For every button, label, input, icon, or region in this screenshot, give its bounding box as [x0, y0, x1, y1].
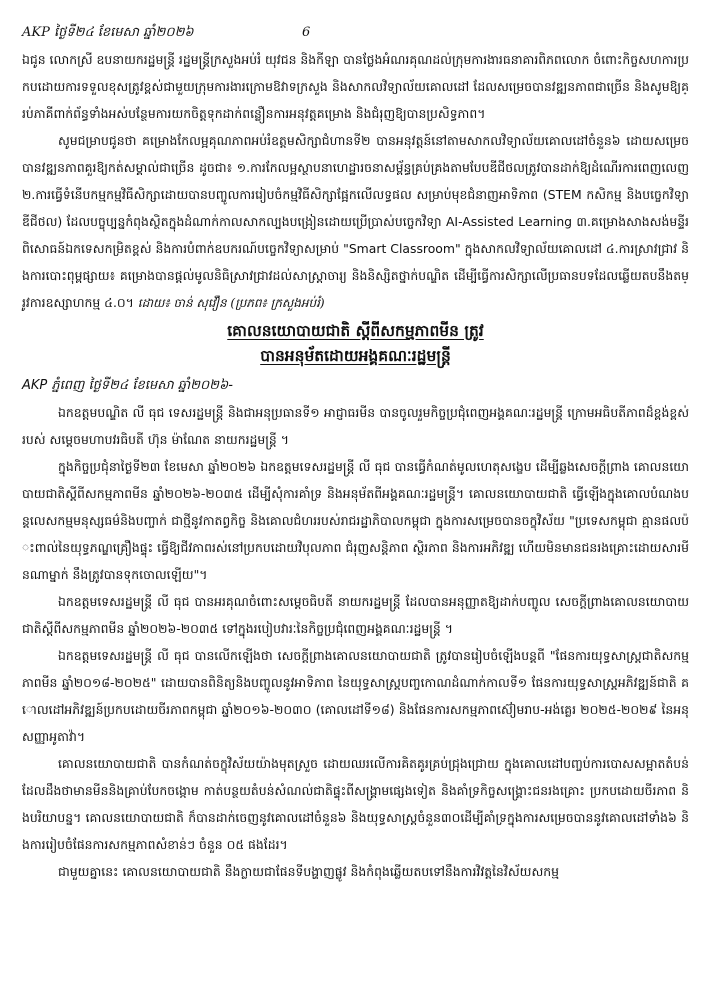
article2-paragraph-2: ក្នុងកិច្ចប្រជុំនាថ្ងៃទី២៣ ខែមេសា ឆ្នាំ២០២៦ ឯកឧត្តមទេសរដ្ឋមន្ត្រី លី ធុជ បានធ្វើកំណត់មូលហេតុសង្ខេប ដើម្បីឆ្លងសេចក្តីព្រាង គោលនយោបាយជាតិស្តីពីសកម្មភាពមីន ឆ្នាំ២០២៦-២០៣៥ ដើម្បីសុំការគាំទ្រ និងអនុម័តពីអង្គគណៈរដ្ឋមន្ត្រី។ គោលនយោបាយជាតិ ធ្វើឡើងក្នុងគោលបំណងបន្តលេសកម្មមនុស្សធម៌និងបញ្ចាក់ ជាថ្មីនូវកាតព្វកិច្ច និងគោលជំហររបស់រាជរដ្ឋាភិបាលកម្ពុជា ក្នុងការសម្រេចបានចក្ខុវិស័យ "ប្រទេសកម្ពុជា គ្មានផលប៉ះពាល់នៃយុទ្ធភណ្ឌគ្រឿងផ្ទុះ ធ្វើឱ្យជីវភាពរស់នៅប្រកបដោយវិបុលភាព ជំរុញសន្តិភាព ស្ថិរភាព និងការអភិវឌ្ឍ ហើយមិនមានជនរងគ្រោះដោយសារមីនណាម្នាក់ នឹងត្រូវបានទុកចោលឡើយ"។ — [22, 459, 689, 582]
article1-paragraph-1: ឯជូន លោកស្រី ឧបនាយករដ្ឋមន្ត្រី រដ្ឋមន្ត្រីក្រសួងអប់រំ យុវជន និងកីឡា បានថ្លែងអំណរគុណដល់ក្រុមការងារធនាគារពិភពលោក ចំពោះកិច្ចសហការប្រកបដោយការទទួលខុសត្រូវខ្ពស់ជាមួយក្រុមការងារក្រោមឱវាទក្រសួង និងសាកលវិទ្យាល័យគោលដៅ ដែលសម្រេចបានវឌ្ឍនភាពជាច្រើន និងសូមឱ្យគ្រប់ភាគីពាក់ព័ន្ធទាំងអស់បន្ថែមការយកចិត្តទុកដាក់ពន្លឿនការអនុវត្តគម្រោង និងជំរុញឱ្យបានប្រសិទ្ធភាព។ — [22, 52, 689, 121]
article2-paragraph-3: ឯកឧត្តមទេសរដ្ឋមន្ត្រី លី ធុជ បានអរគុណចំពោះសម្តេចធិបតី នាយករដ្ឋមន្ត្រី ដែលបានអនុញ្ញាតឱ្យដាក់បញ្ចូល សេចក្តីព្រាងគោលនយោបាយជាតិស្តីពីសកម្មភាពមីន ឆ្នាំ២០២៦-២០៣៥ ទៅក្នុងរបៀបវារៈនៃកិច្ចប្រជុំពេញអង្គគណៈរដ្ឋមន្ត្រី ។ — [22, 594, 689, 636]
article1-byline: ដោយ៖ ចាន់ សុវឿន (ប្រភព៖ ក្រសួងអប់រំ) — [137, 296, 325, 310]
running-header — [22, 22, 689, 46]
article2-paragraph-4: ឯកឧត្តមទេសរដ្ឋមន្ត្រី លី ធុជ បានលើកឡើងថា សេចក្តីព្រាងគោលនយោបាយជាតិ ត្រូវបានរៀបចំឡើងបន្តពី "ផែនការយុទ្ធសាស្ត្រជាតិសកម្មភាពមីន ឆ្នាំ២០១៨-២០២៥" ដោយបានពិនិត្យនិងបញ្ចូលនូវអាទិភាព នៃយុទ្ធសាស្ត្របញ្ចកោណដំណាក់កាលទី១ ផែនការយុទ្ធសាស្ត្រអភិវឌ្ឍន៍ជាតិ គោលដៅអភិវឌ្ឍន៍ប្រកបដោយចីរភាពកម្ពុជា ឆ្នាំ២០១៦-២០៣០ (គោលដៅទី១៨) និងផែនការសកម្មភាពស៊ៀមរាប-អង់គ្លេរ ២០២៥-២០២៩ នៃអនុសញ្ញាអូតាវ៉ា។ — [22, 648, 689, 744]
article-education-project — [22, 46, 689, 317]
article1-paragraph-2-text: សូមជម្រាបជូនថា គម្រោងកែលម្អគុណភាពអប់រំឧត្តមសិក្សាជំហានទី២ បានអនុវត្តន៍នៅតាមសាកលវិទ្យាល័យគោលដៅចំនួន៦ ដោយសម្រេចបានវឌ្ឍនភាពគួរឱ្យកត់សម្គាល់ជាច្រើន ដូចជា៖ ១.ការកែលម្អស្ថាបនាហេដ្ឋារចនាសម្ព័ន្ធគ្រប់គ្រងតាមបែបឌីជីថលត្រូវបានដាក់ឱ្យដំណើរការពេញលេញ ២.ការធ្វើទំនើបកម្មកម្មវិធីសិក្សាដោយបានបញ្ចូលការរៀបចំកម្មវិធីសិក្សាផ្អែកលើលទ្ធផល សម្រាប់មុខជំនាញអាទិភាព (STEM កសិកម្ម និងបច្ចេកវិទ្យាឌីជីថល) ដែលបច្ចុប្បន្នកំពុងស្ថិតក្នុងដំណាក់កាលសាកល្បងបង្រៀនដោយប្រើប្រាស់បច្ចេកវិទ្យា AI-Assisted Learning ៣.គម្រោងសាងសង់មន្ទីរពិសោធន៍ឯកទេសកម្រិតខ្ពស់ និងការបំពាក់ឧបករណ៍បច្ចេកវិទ្យាសម្រាប់ "Smart Classroom" ក្នុងសាកលវិទ្យាល័យគោលដៅ ៤.ការស្រាវជ្រាវ និងការបោះពុម្ពផ្សាយ៖ គម្រោងបានផ្តល់មូលនិធិស្រាវជ្រាវដល់សាស្ត្រាចារ្យ និងនិស្សិតថ្នាក់បណ្ឌិត ដើម្បីធ្វើការសិក្សាលើប្រធានបទដែលឆ្លើយតបនឹងតម្រូវការឧស្សាហកម្ម ៤.០។ — [22, 133, 689, 310]
headline-line-1: គោលនយោបាយជាតិ ស្តីពីសកម្មភាពមីន ត្រូវ — [227, 322, 484, 340]
article2-dateline: AKP ភ្នំពេញ ថ្ងៃទី២៤ ខែមេសា ឆ្នាំ២០២៦- — [22, 378, 233, 393]
page-number: 6 — [302, 25, 311, 40]
article2-paragraph-5: គោលនយោបាយជាតិ បានកំណត់ចក្ខុវិស័យយ៉ាងមុតស្រួច ដោយឈរលើការគិតគូរគ្រប់ជ្រុងជ្រោយ ក្នុងគោលដៅបញ្ចប់ការបោសសម្អាតតំបន់ដែលដឹងថាមានមីននិងគ្រាប់បែកចង្កោម កាត់បន្ថយតំបន់សំណល់ជាតិផ្ទុះពីសង្គ្រាមផ្សេងទៀត និងគាំទ្រកិច្ចសង្គ្រោះជនរងគ្រោះ ប្រកបដោយចីរភាព និងបរិយាបន្ន។ គោលនយោបាយជាតិ ក៏បានដាក់ចេញនូវគោលដៅចំនួន៦ និងយុទ្ធសាស្ត្រចំនួន៣០ដើម្បីគាំទ្រក្នុងការសម្រេចបាននូវគោលដៅទាំង៦ និងការរៀបចំផែនការសកម្មភាពសំខាន់ៗ ចំនួន ០៥ ផងដែរ។ — [22, 756, 689, 852]
article1-paragraph-2 — [22, 127, 689, 317]
article2-headline — [22, 319, 689, 369]
header-date-line: AKP ថ្ងៃទី២៤ ខែមេសា ឆ្នាំ២០២៦ — [22, 25, 194, 40]
headline-line-2: បានអនុម័តដោយអង្គគណៈរដ្ឋមន្ត្រី — [260, 347, 451, 365]
article2-paragraph-6: ជាមួយគ្នានេះ គោលនយោបាយជាតិ នឹងក្លាយជាផែនទីបង្ហាញផ្លូវ និងកំពុងឆ្លើយតបទៅនឹងការវិវត្តនៃវិស័យសកម្ម — [58, 864, 559, 879]
article2-paragraph-1: ឯកឧត្តមបណ្ឌិត លី ធុជ ទេសរដ្ឋមន្ត្រី និងជាអនុប្រធានទី១ អាជ្ញាធរមីន បានចូលរួមកិច្ចប្រជុំពេញអង្គគណៈរដ្ឋមន្ត្រី ក្រោមអធិបតីភាពដ៏ខ្ពង់ខ្ពស់របស់ សម្តេចមហាបវរធិបតី ហ៊ុន ម៉ាណែត នាយករដ្ឋមន្ត្រី ។ — [22, 405, 689, 447]
article-mine-action-policy — [22, 319, 689, 885]
